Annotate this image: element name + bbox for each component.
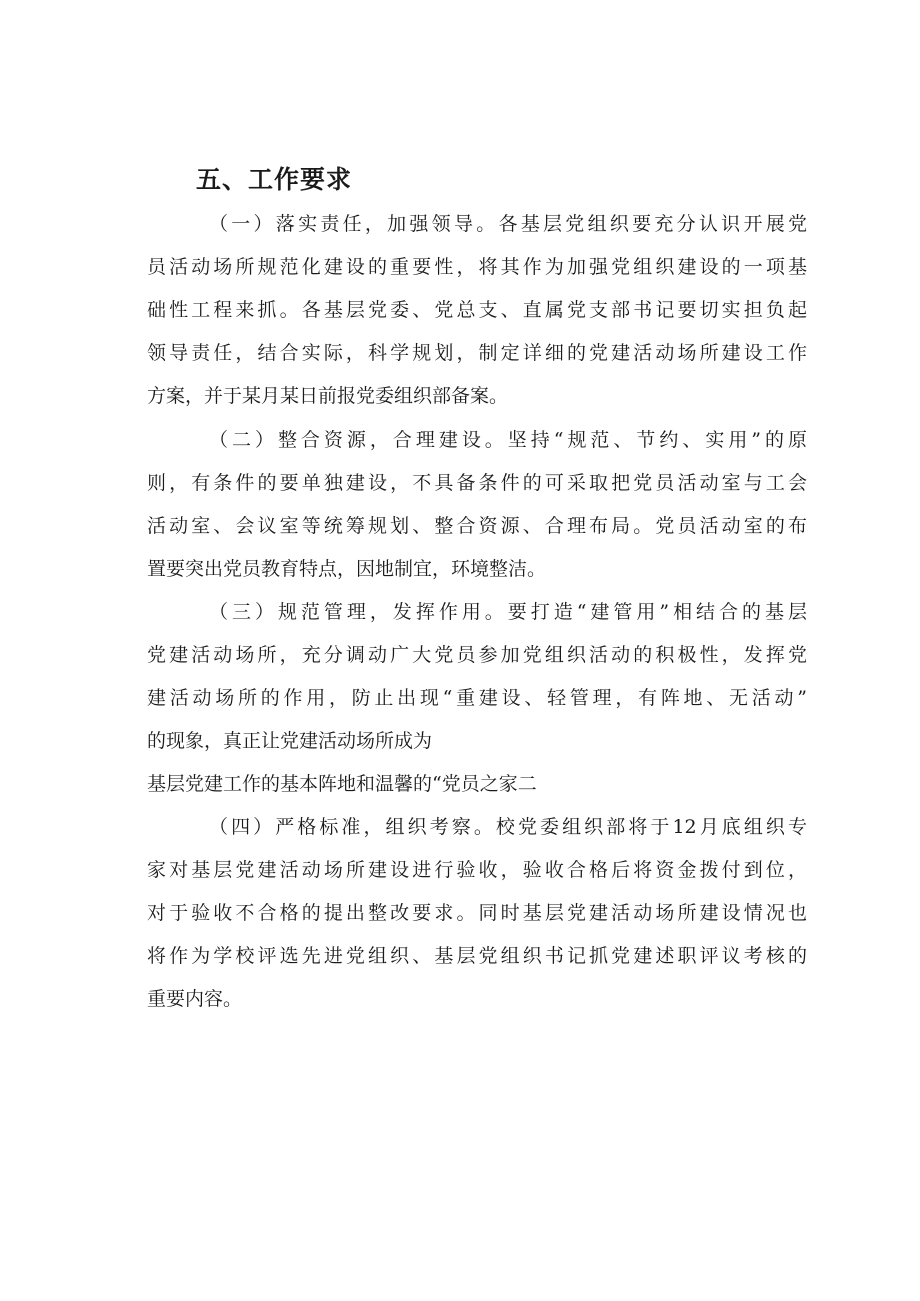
text-line: 员活动场所规范化建设的重要性，将其作为加强党组织建设的一项基	[147, 256, 807, 278]
paragraph-management	[147, 591, 807, 763]
text-line: 活动室、会议室等统筹规划、整合资源、合理布局。党员活动室的布	[147, 515, 807, 537]
text-line: 方案，并于某月某日前报党委组织部备案。	[147, 385, 509, 407]
text-line: 党建活动场所，充分调动广大党员参加党组织活动的积极性，发挥党	[147, 644, 807, 666]
text-line: 对于验收不合格的提出整改要求。同时基层党建活动场所建设情况也	[147, 902, 807, 924]
text-line: 置要突出党员教育特点，因地制宜，环境整洁。	[147, 558, 547, 580]
text-line: 将作为学校评选先进党组织、基层党组织书记抓党建述职评议考核的	[147, 945, 807, 967]
paragraph-responsibility	[147, 203, 807, 418]
text-line: （三）规范管理，发挥作用。要打造“建管用”相结合的基层	[209, 601, 807, 623]
text-line: 础性工程来抓。各基层党委、党总支、直属党支部书记要切实担负起	[147, 299, 807, 321]
text-line: （一）落实责任，加强领导。各基层党组织要充分认识开展党	[209, 213, 807, 235]
paragraph-management-continuation	[147, 763, 807, 806]
text-line: 的现象，真正让党建活动场所成为	[147, 730, 433, 752]
text-line: （二）整合资源，合理建设。坚持“规范、节约、实用”的原	[209, 429, 807, 451]
text-line: 基层党建工作的基本阵地和温馨的“党员之家二	[147, 773, 537, 795]
text-line: 家对基层党建活动场所建设进行验收，验收合格后将资金拨付到位，	[147, 859, 807, 881]
text-line: 领导责任，结合实际，科学规划，制定详细的党建活动场所建设工作	[147, 342, 807, 364]
text-line: （四）严格标准，组织考察。校党委组织部将于12月底组织专	[209, 816, 807, 838]
text-line: 则，有条件的要单独建设，不具备条件的可采取把党员活动室与工会	[147, 472, 807, 494]
section-heading: 五、工作要求	[196, 165, 353, 194]
paragraph-resources	[147, 419, 807, 591]
text-line: 重要内容。	[147, 988, 243, 1010]
text-line: 建活动场所的作用，防止出现“重建设、轻管理，有阵地、无活动”	[147, 687, 807, 709]
paragraph-standards	[147, 806, 807, 1021]
